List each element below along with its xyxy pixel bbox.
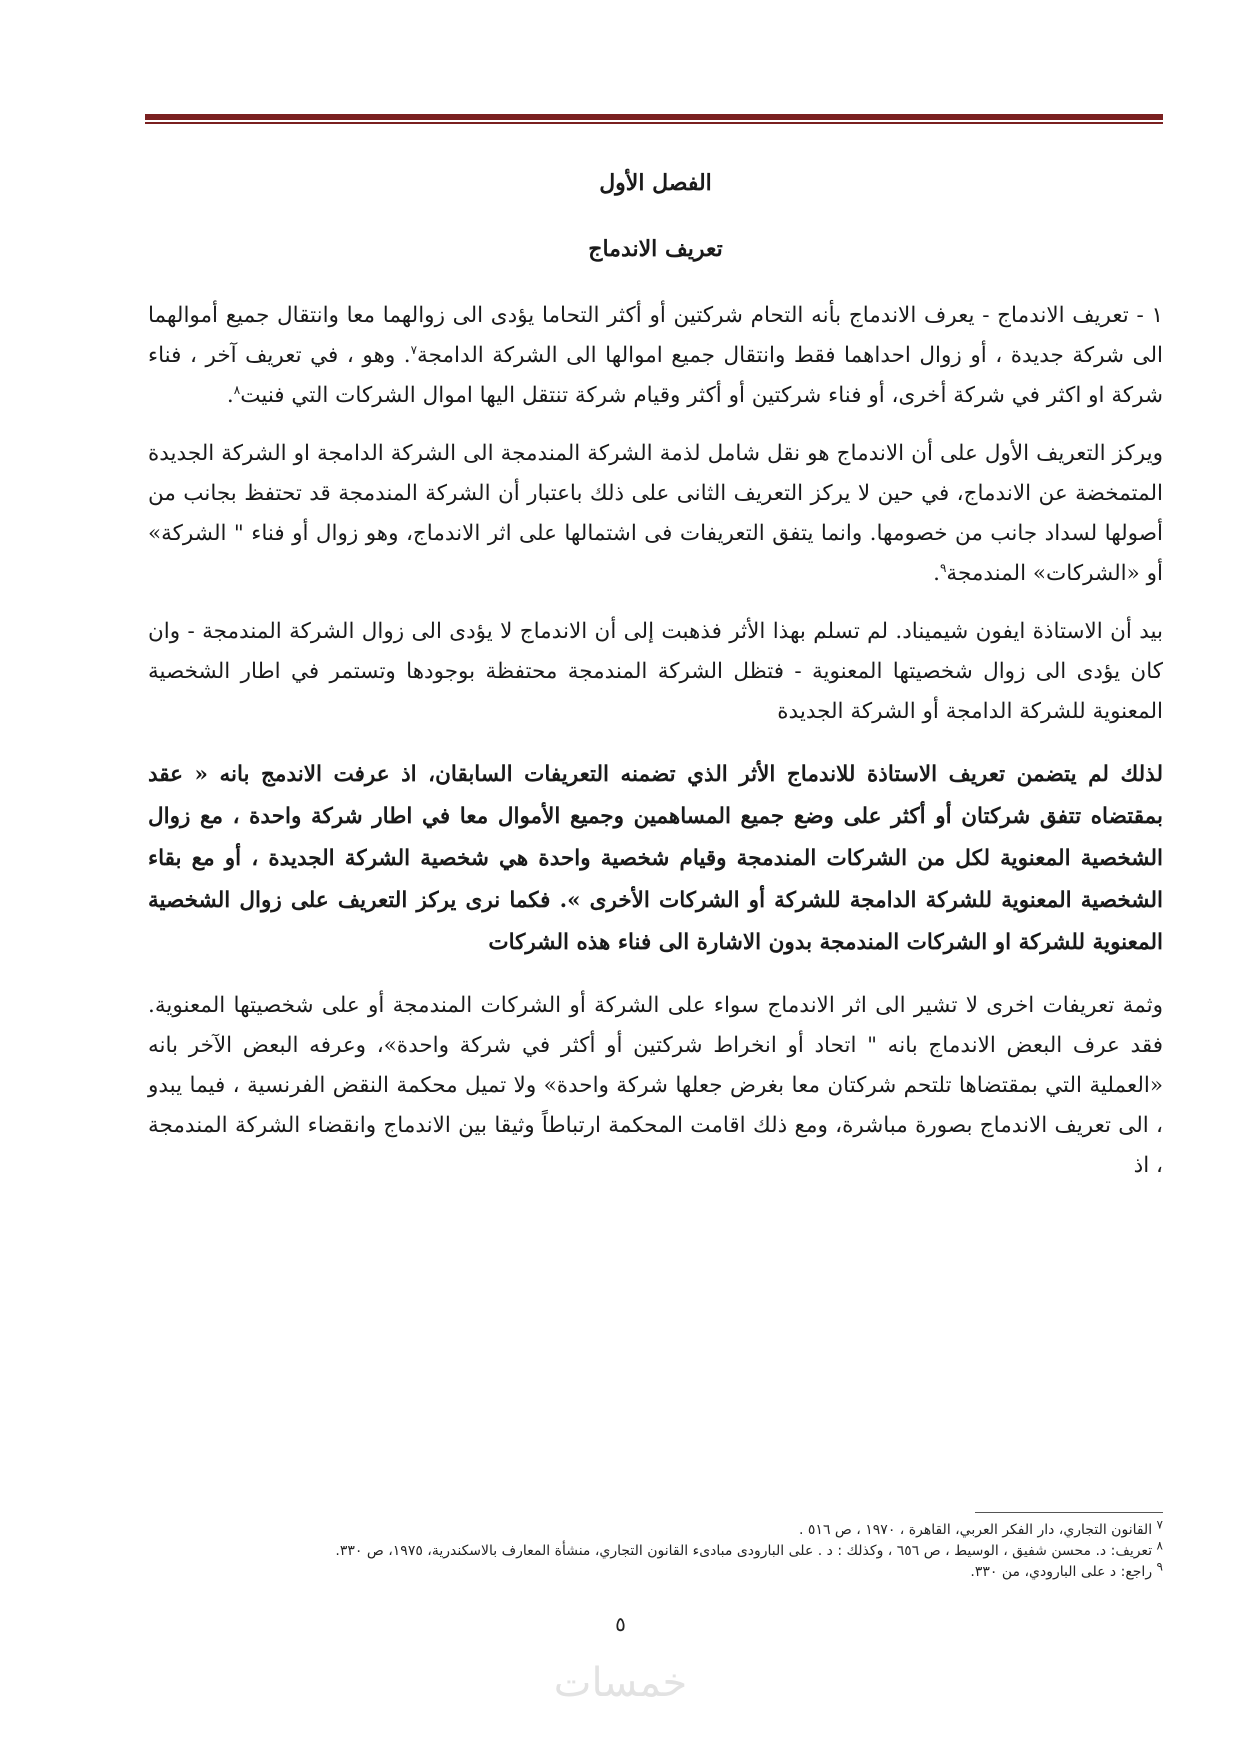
footnote-separator [975,1512,1163,1513]
footnote-ref-9[interactable]: ٩ [939,560,947,575]
footnote-text: تعريف: د. محسن شفيق ، الوسيط ، ص ٦٥٦ ، وكذلك : د . على البارودى مبادىء القانون التجاري، منشأة المعارف بالاسكندرية، ١٩٧٥، ص ٣٣٠. [335,1543,1153,1559]
watermark-logo: خمسات [553,1660,688,1706]
footnote-text: راجع: د على البارودي، من ٣٣٠. [970,1564,1153,1580]
page-number: ٥ [615,1612,626,1636]
chapter-title: الفصل الأول [599,170,712,196]
footnote-mark: ٨ [1156,1538,1163,1553]
paragraph-definition [148,296,1163,416]
main-content [148,150,1163,1186]
paragraph-chiminade-view: بيد أن الاستاذة ايفون شيميناد. لم تسلم بهذا الأثر فذهبت إلى أن الاندماج لا يؤدى الى زوال الشركة المندمجة - وان كان يؤدى الى زوال شخصيتها المعنوية - فتظل الشركة المندمجة محتفظة بوجودها وتستمر في اطار الشخصية المعنوية للشركة الدامجة أو الشركة الجديدة [148,619,1163,724]
footnote-text: القانون التجاري، دار الفكر العربي، القاهرة ، ١٩٧٠ ، ص ٥١٦ . [799,1522,1153,1538]
header-rule-thin [145,122,1163,124]
footnote-mark: ٩ [1156,1559,1163,1574]
paragraph-text: . [226,383,234,408]
header-rule-thick [145,114,1163,120]
footnote-ref-8[interactable]: ٨ [233,382,241,397]
footnote-7 [148,1517,1163,1541]
footnotes-section [148,1517,1163,1583]
paragraph-text: . [933,561,940,586]
paragraph-other-definitions: وثمة تعريفات اخرى لا تشير الى اثر الاندماج سواء على الشركة أو الشركات المندمجة أو على شخصيتها المعنوية. فقد عرف البعض الاندماج بانه " اتحاد أو انخراط شركتين أو أكثر في شركة واحدة»، وعرفه البعض الآخر بانه «العملية التي بمقتضاها تلتحم شركتان معا بغرض جعلها شركة واحدة» ولا تميل محكمة النقض الفرنسية ، فيما يبدو ، الى تعريف الاندماج بصورة مباشرة، ومع ذلك اقامت المحكمة ارتباطاً وثيقا بين الاندماج وانقضاء الشركة المندمجة ، اذ [148,993,1163,1178]
footnote-9 [148,1559,1163,1583]
footnote-8 [148,1538,1163,1562]
paragraph-text: ويركز التعريف الأول على أن الاندماج هو نقل شامل لذمة الشركة المندمجة الى الشركة الدامجة او الشركة الجديدة المتمخضة عن الاندماج، في حين لا يركز التعريف الثانى على ذلك باعتبار أن الشركة المندمجة قد تحتفظ بجانب من أصولها لسداد جانب من خصومها. وانما يتفق التعريفات فى اشتمالها على اثر الاندماج، وهو زوال أو فناء " الشركة» أو «الشركات» المندمجة [148,441,1163,586]
paragraph-text: ١ - تعريف الاندماج - يعرف الاندماج بأنه التحام شركتين أو أكثر التحاما يؤدى الى زوالهما معا وانتقال جميع أموالهما الى شركة جديدة ، أو زوال احداهما فقط وانتقال جميع اموالها الى الشركة الدامجة [148,303,1164,368]
footnote-mark: ٧ [1156,1517,1163,1532]
section-title: تعريف الاندماج [588,236,723,262]
paragraph-first-definition-focus [148,434,1163,594]
footnote-ref-7[interactable]: ٧ [410,342,418,357]
paragraph-bold-definition: لذلك لم يتضمن تعريف الاستاذة للاندماج الأثر الذي تضمنه التعريفات السابقان، اذ عرفت الاندمج بانه « عقد بمقتضاه تتفق شركتان أو أكثر على وضع جميع المساهمين وجميع الأموال معا في اطار شركة واحدة ، مع زوال الشخصية المعنوية لكل من الشركات المندمجة وقيام شخصية واحدة هي شخصية الشركة الجديدة ، أو مع بقاء الشخصية المعنوية للشركة الدامجة للشركة أو الشركات الأخرى ». فكما نرى يركز التعريف على زوال الشخصية المعنوية للشركة او الشركات المندمجة بدون الاشارة الى فناء هذه الشركات [148,762,1163,955]
paragraph-text: . وهو ، في تعريف آخر ، فناء شركة او اكثر في شركة أخرى، أو فناء شركتين أو أكثر وقيام شركة تنتقل اليها اموال الشركات التي فنيت [148,343,1163,408]
